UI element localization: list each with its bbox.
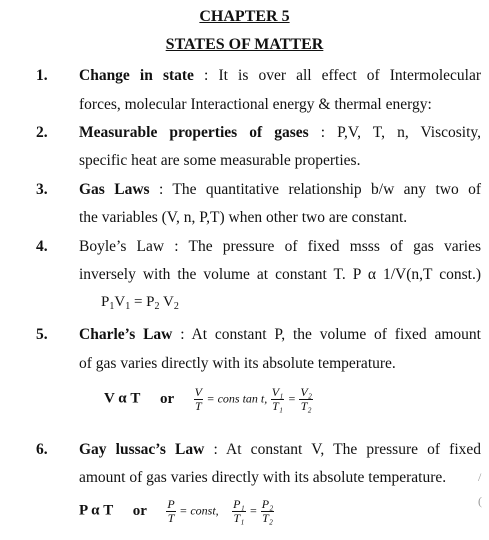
item-term: Measurable properties of gases — [79, 124, 309, 141]
item-line — [79, 181, 481, 199]
item-number: 4. — [36, 238, 48, 255]
item-number: 1. — [36, 67, 48, 84]
item-text: : At constant P, the volume of fixed amount — [172, 326, 481, 343]
item-line — [79, 441, 481, 459]
eq-subscript: 1 — [109, 301, 115, 312]
chapter-heading: CHAPTER 5 — [199, 8, 290, 25]
item-term: Gay lussac’s Law — [79, 441, 205, 458]
eq-symbol: P — [101, 294, 110, 310]
frac-numerator: P₂ — [261, 497, 274, 511]
item-line: the variables (V, n, P,T) when other two are constant. — [79, 209, 408, 226]
eq-subscript: 2 — [154, 301, 160, 312]
boyle-equation — [101, 294, 179, 312]
eq-proportion: P α T — [79, 502, 114, 519]
item-number: 3. — [36, 181, 48, 198]
item-text: : The quantitative relationship b/w any two of — [149, 181, 482, 198]
eq-fraction — [261, 498, 275, 525]
item-line: inversely with the volume at constant T. P α 1/V(n,T const.) — [79, 266, 481, 283]
eq-symbol: P — [146, 294, 155, 310]
frac-denominator: T — [167, 511, 175, 525]
item-term: Gas Laws — [79, 181, 150, 198]
item-number: 6. — [36, 441, 48, 458]
frac-numerator: V — [194, 385, 202, 399]
frac-denominator: T — [194, 399, 202, 413]
eq-fraction — [166, 498, 175, 525]
eq-fraction — [194, 386, 203, 413]
eq-symbol: V — [159, 294, 174, 310]
eq-constant: = const, — [179, 503, 219, 518]
eq-subscript: 2 — [173, 301, 179, 312]
frac-denominator: T₂ — [262, 511, 273, 525]
item-line: forces, molecular Interactional energy & thermal energy: — [79, 96, 432, 113]
item-text: : P,V, T, n, Viscosity, — [308, 124, 482, 141]
eq-sign: = — [249, 503, 258, 518]
eq-symbol: V — [114, 294, 126, 310]
chapter-title: STATES OF MATTER — [165, 36, 324, 53]
eq-constant: = cons tan t, — [206, 391, 268, 406]
frac-numerator: V₁ — [271, 385, 284, 399]
eq-fraction — [271, 386, 285, 413]
eq-fraction — [299, 386, 313, 413]
item-text: : At constant V, The pressure of fixed — [204, 441, 482, 458]
frac-denominator: T₂ — [300, 399, 312, 413]
item-term: Charle’s Law — [79, 326, 173, 343]
item-line: of gas varies directly with its absolute temperature. — [79, 355, 396, 372]
item-line: specific heat are some measurable properties. — [79, 152, 361, 169]
frac-denominator: T₁ — [272, 399, 283, 413]
gay-lussac-equation — [79, 498, 274, 525]
frac-numerator: P — [167, 497, 175, 511]
eq-subscript: 1 — [125, 301, 131, 312]
item-text: : It is over all effect of Intermolecular — [193, 67, 482, 84]
item-line — [79, 326, 481, 344]
item-number: 5. — [36, 326, 48, 343]
item-line: Boyle’s Law : The pressure of fixed msss of gas varies — [79, 238, 481, 255]
eq-fraction — [232, 498, 246, 525]
eq-or: or — [132, 502, 147, 519]
item-term: Change in state — [79, 67, 194, 84]
eq-or: or — [159, 390, 175, 407]
item-line: amount of gas varies directly with its absolute temperature. — [79, 469, 447, 486]
item-line — [79, 67, 481, 85]
eq-sign: = — [287, 391, 296, 406]
charles-equation — [104, 386, 313, 413]
margin-mark: / — [478, 470, 482, 484]
margin-mark: ( — [478, 494, 482, 508]
frac-numerator: V₂ — [300, 385, 312, 399]
item-number: 2. — [36, 124, 48, 141]
frac-denominator: T₁ — [233, 511, 245, 525]
item-line — [79, 124, 481, 142]
eq-proportion: V α T — [104, 390, 141, 407]
frac-numerator: P₁ — [233, 497, 245, 511]
eq-sign: = — [130, 294, 147, 310]
